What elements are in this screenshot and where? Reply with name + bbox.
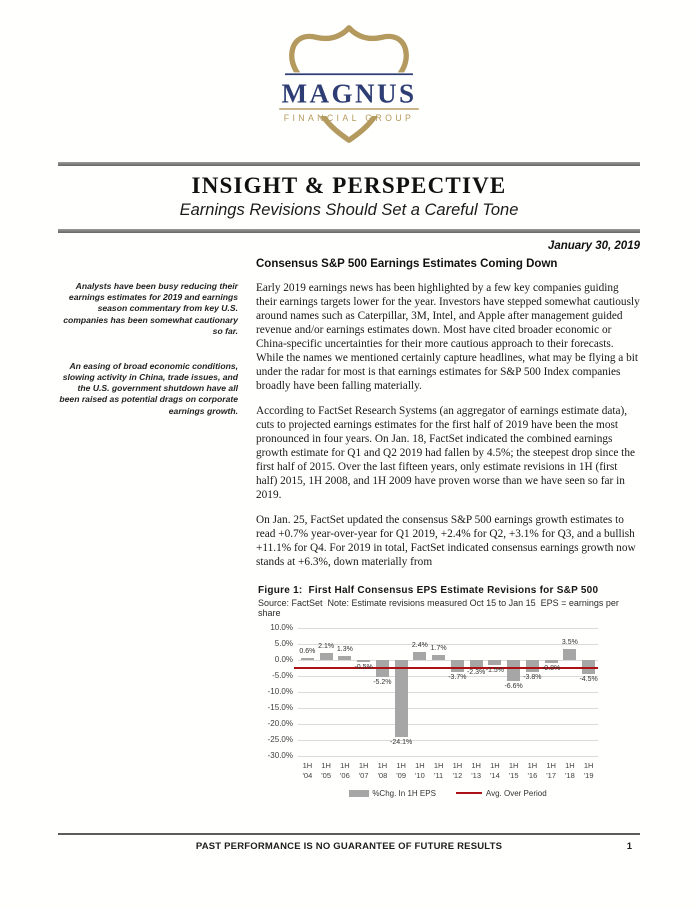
bar-value-label: -3.7% bbox=[448, 673, 467, 681]
legend-item bbox=[349, 789, 436, 798]
article-paragraph: On Jan. 25, FactSet updated the consensus S&P 500 earnings growth estimates to read +0.7% year-over-year for Q1 2019, +2.4% for Q2, +3.1% for Q3, and a bullish +11.1% for Q4. For 2019 in total, FactSet indicated consensus earnings growth now stands at +6.3%, down materially from bbox=[256, 514, 636, 568]
gridline bbox=[298, 740, 598, 741]
y-tick-label: -10.0% bbox=[267, 687, 293, 696]
x-tick-label: 1H '04 bbox=[302, 761, 313, 780]
bar-value-label: 3.5% bbox=[561, 638, 578, 646]
bar-1H04 bbox=[301, 658, 314, 660]
y-tick-label: -5.0% bbox=[272, 671, 293, 680]
footer-rule bbox=[58, 833, 640, 835]
chart-plot bbox=[298, 628, 598, 756]
newsletter-title: INSIGHT & PERSPECTIVE bbox=[191, 173, 507, 198]
article-paragraph: According to FactSet Research Systems (an aggregator of earnings estimate data), cuts to projected earnings estimates for the first half of 2019 have been the most pronounced in four years. On Jan. 18, FactSet indicated the combined earnings growth estimate for Q1 and Q2 2019 had fallen by 4.5%; the steepest drop since the first half of 2015. Over the last fifteen years, only estimate revisions in 1H (first half) 2015, 1H 2008, and 1H 2009 have proven worse than we have seen so far in 2019. bbox=[256, 405, 635, 501]
newsletter-subtitle: Earnings Revisions Should Set a Careful Tone bbox=[179, 201, 519, 219]
gridline bbox=[298, 692, 598, 693]
bar-value-label: -1.5% bbox=[485, 666, 505, 674]
legend-label: Avg. Over Period bbox=[485, 788, 547, 798]
legend-bar-swatch bbox=[349, 790, 369, 797]
y-tick-label: -25.0% bbox=[267, 735, 293, 744]
bar-value-label: 2.1% bbox=[318, 643, 335, 651]
bar-value-label: -2.3% bbox=[466, 669, 486, 677]
sidebar-callout: An easing of broad economic conditions, slowing activity in China, trade issues, and the U.S. government shutdown have all been raised as potential drags on corporate earnings growth. bbox=[59, 360, 238, 416]
x-tick-label: 1H '11 bbox=[433, 761, 444, 780]
page-number: 1 bbox=[626, 841, 632, 852]
bar-value-label: -3.8% bbox=[523, 674, 542, 682]
x-tick-label: 1H '12 bbox=[452, 761, 463, 780]
x-tick-label: 1H '19 bbox=[583, 761, 594, 780]
x-tick-label: 1H '08 bbox=[377, 761, 388, 780]
chart-xaxis bbox=[298, 761, 598, 781]
legend-item bbox=[456, 789, 547, 798]
bar-1H06 bbox=[338, 656, 351, 660]
y-tick-label: 5.0% bbox=[274, 639, 293, 648]
logo-top-line bbox=[285, 73, 413, 75]
gridline bbox=[298, 628, 598, 629]
y-tick-label: -20.0% bbox=[267, 719, 293, 728]
x-tick-label: 1H '05 bbox=[321, 761, 332, 780]
bar-value-label: -6.6% bbox=[504, 683, 523, 691]
bar-1H11 bbox=[432, 655, 445, 660]
x-tick-label: 1H '09 bbox=[396, 761, 407, 780]
bar-1H18 bbox=[563, 649, 576, 660]
footer-disclaimer: PAST PERFORMANCE IS NO GUARANTEE OF FUTURE RESULTS bbox=[195, 841, 503, 852]
masthead-rule-top bbox=[58, 162, 640, 166]
y-tick-label: -15.0% bbox=[267, 703, 293, 712]
chart-legend bbox=[298, 789, 598, 798]
article-paragraph: Early 2019 earnings news has been highlighted by a few key companies guiding their earnings targets lower for the year. Investors have stepped somewhat cautiously around names such as Caterpillar, 3M, Intel, and Apple after management guided revenue and/or earnings estimates down. Most have cited broader economic or China-specific uncertainties for their more cautious approach to their forecasts. While the names we mentioned certainly capture headlines, what may be flying a bit under the radar for most is that earnings estimates for S&P 500 Index companies broadly have been falling materially. bbox=[256, 282, 640, 392]
y-tick-label: -30.0% bbox=[267, 751, 293, 760]
bar-value-label: 0.6% bbox=[299, 648, 316, 656]
logo-tagline: FINANCIAL GROUP bbox=[283, 112, 415, 123]
bar-1H10 bbox=[413, 652, 426, 660]
x-tick-label: 1H '18 bbox=[564, 761, 575, 780]
article-heading: Consensus S&P 500 Earnings Estimates Coming Down bbox=[256, 258, 558, 270]
gridline bbox=[298, 724, 598, 725]
figure-source-note: Source: FactSet Note: Estimate revisions measured Oct 15 to Jan 15 EPS = earnings per share bbox=[258, 598, 622, 618]
x-tick-label: 1H '14 bbox=[489, 761, 500, 780]
x-tick-label: 1H '13 bbox=[471, 761, 482, 780]
issue-date: January 30, 2019 bbox=[547, 240, 640, 252]
x-tick-label: 1H '16 bbox=[527, 761, 538, 780]
x-tick-label: 1H '10 bbox=[414, 761, 425, 780]
bar-value-label: 2.4% bbox=[411, 642, 428, 650]
bar-1H07 bbox=[357, 660, 370, 662]
legend-line-marker bbox=[456, 792, 482, 794]
x-tick-label: 1H '06 bbox=[339, 761, 350, 780]
bar-1H09 bbox=[395, 660, 408, 737]
bar-1H14 bbox=[488, 660, 501, 665]
bar-value-label: -0.5% bbox=[354, 663, 373, 671]
eps-revisions-chart bbox=[258, 623, 640, 798]
shield-icon bbox=[261, 22, 437, 148]
bar-value-label: 1.3% bbox=[336, 645, 353, 653]
chart-body bbox=[258, 623, 640, 760]
y-tick-label: 10.0% bbox=[270, 623, 293, 632]
bar-value-label: -24.1% bbox=[390, 739, 413, 747]
y-tick-label: 0.0% bbox=[274, 655, 293, 664]
logo-divider-line bbox=[279, 108, 419, 109]
gridline bbox=[298, 756, 598, 757]
figure bbox=[258, 585, 640, 798]
bar-value-label: -4.5% bbox=[579, 676, 598, 684]
x-tick-label: 1H '07 bbox=[358, 761, 369, 780]
article bbox=[240, 258, 640, 798]
legend-label: %Chg. In 1H EPS bbox=[372, 788, 436, 798]
logo-name: MAGNUS bbox=[281, 78, 417, 109]
bar-value-label: 1.7% bbox=[430, 644, 447, 652]
x-tick-label: 1H '15 bbox=[508, 761, 519, 780]
content-area bbox=[0, 258, 698, 798]
gridline bbox=[298, 708, 598, 709]
bar-value-label: -5.2% bbox=[373, 678, 392, 686]
sidebar-callout: Analysts have been busy reducing their earnings estimates for 2019 and earnings season commentary from key U.S. companies has been somewhat cautionary so far. bbox=[63, 281, 238, 336]
sidebar bbox=[58, 258, 240, 798]
bar-1H17 bbox=[545, 660, 558, 663]
magnus-logo bbox=[261, 22, 437, 148]
bar-value-label: -0.8% bbox=[541, 664, 561, 672]
figure-title: Figure 1: First Half Consensus EPS Estimate Revisions for S&P 500 bbox=[258, 585, 599, 596]
x-tick-label: 1H '17 bbox=[546, 761, 557, 780]
